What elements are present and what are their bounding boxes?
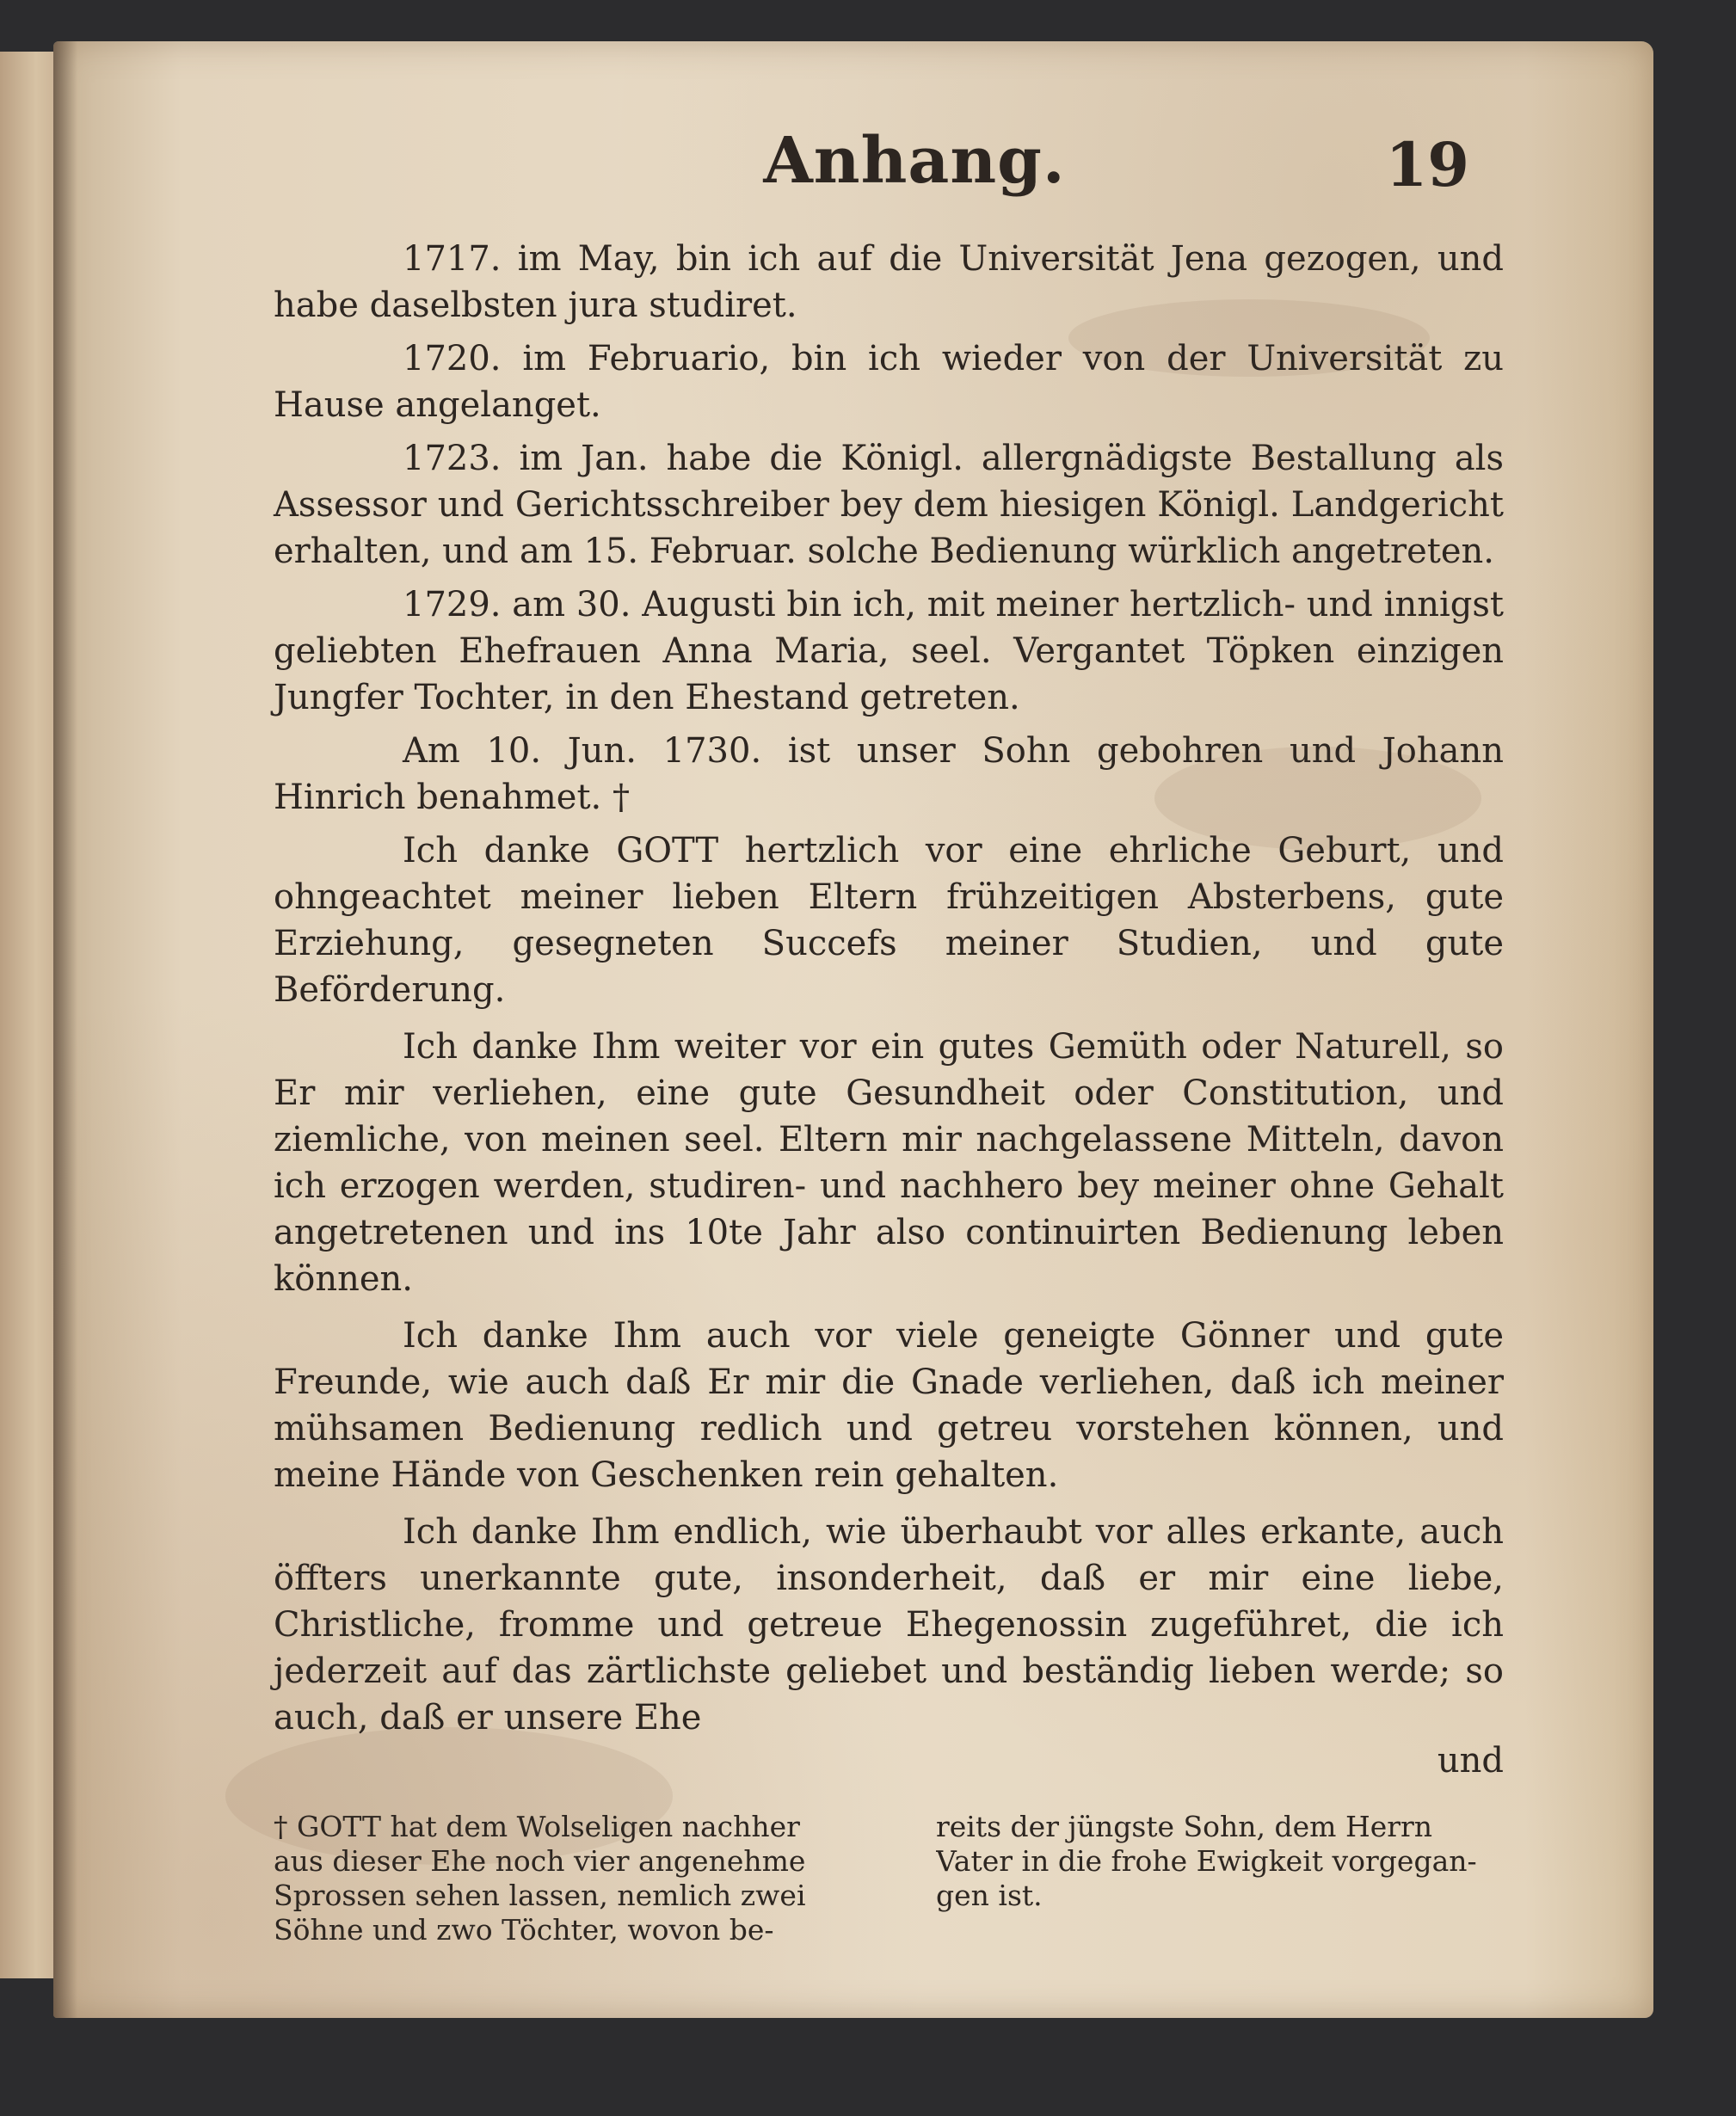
- footnote-line: Sprossen sehen lassen, nemlich zwei: [274, 1879, 806, 1912]
- paragraph-1730: Am 10. Jun. 1730. ist unser Sohn gebohren und Johann Hinrich benahmet. †: [274, 731, 1504, 817]
- page-content: [274, 124, 1504, 1947]
- footnote: [274, 1810, 1504, 1947]
- footnote-line: Söhne und zwo Töchter, wovon be-: [274, 1913, 774, 1947]
- footnote-line: aus dieser Ehe noch vier angenehme: [274, 1844, 806, 1878]
- footnote-column-right: [936, 1810, 1504, 1947]
- page-header: [274, 124, 1504, 236]
- paragraph-1729: 1729. am 30. Augusti bin ich, mit meiner hertzlich- und innigst geliebten Ehefrauen Anna Maria, seel. Vergantet Töpken einzigen Jungfer Tochter, in den Ehestand getreten.: [274, 585, 1504, 717]
- page-number: 19: [1385, 129, 1469, 200]
- paragraph-thanks-spouse: Ich danke Ihm endlich, wie überhaubt vor alles erkante, auch öffters unerkannte gute, insonderheit, daß er mir eine liebe, Christliche, fromme und getreue Ehegenossin zugeführet, die ich jederzeit auf das zärtlichste geliebet und beständig lieben werde; so auch, daß er unsere Ehe: [274, 1512, 1504, 1738]
- paragraph-thanks-friends: Ich danke Ihm auch vor viele geneigte Gönner und gute Freunde, wie auch daß Er mir die Gnade verliehen, daß ich meiner mühsamen Bedienung redlich und getreu vorstehen können, und meine Hände von Geschenken rein gehalten.: [274, 1316, 1504, 1495]
- catchword: und: [1437, 1741, 1504, 1781]
- footnote-column-left: [274, 1810, 841, 1947]
- footnote-line: reits der jüngste Sohn, dem Herrn: [936, 1810, 1433, 1843]
- paragraph-1720: 1720. im Februario, bin ich wieder von der Universität zu Hause angelanget.: [274, 339, 1504, 425]
- footnote-line: gen ist.: [936, 1879, 1043, 1912]
- footnote-line: † GOTT hat dem Wolseligen nachher: [274, 1810, 800, 1843]
- running-head: Anhang.: [763, 124, 1066, 198]
- footnote-line: Vater in die frohe Ewigkeit vorgegan-: [936, 1844, 1477, 1878]
- paragraph-1717: 1717. im May, bin ich auf die Universität Jena gezogen, und habe daselbsten jura studiret.: [274, 239, 1504, 325]
- book-page: [53, 41, 1653, 2018]
- paragraph-thanks-birth: Ich danke GOTT hertzlich vor eine ehrliche Geburt, und ohngeachtet meiner lieben Eltern frühzeitigen Absterbens, gute Erziehung, gesegneten Succefs meiner Studien, und gute Beförderung.: [274, 831, 1504, 1010]
- paragraph-thanks-naturell: Ich danke Ihm weiter vor ein gutes Gemüth oder Naturell, so Er mir verliehen, eine gute Gesundheit oder Constitution, und ziemliche, von meinen seel. Eltern mir nachgelassene Mitteln, davon ich erzogen werden, studiren- und nachhero bey meiner ohne Gehalt angetretenen und ins 10te Jahr also continuirten Bedienung leben können.: [274, 1027, 1504, 1299]
- paragraph-1723: 1723. im Jan. habe die Königl. allergnädigste Bestallung als Assessor und Gerichtsschreiber bey dem hiesigen Königl. Landgericht erhalten, und am 15. Februar. solche Bedienung würklich angetreten.: [274, 439, 1504, 571]
